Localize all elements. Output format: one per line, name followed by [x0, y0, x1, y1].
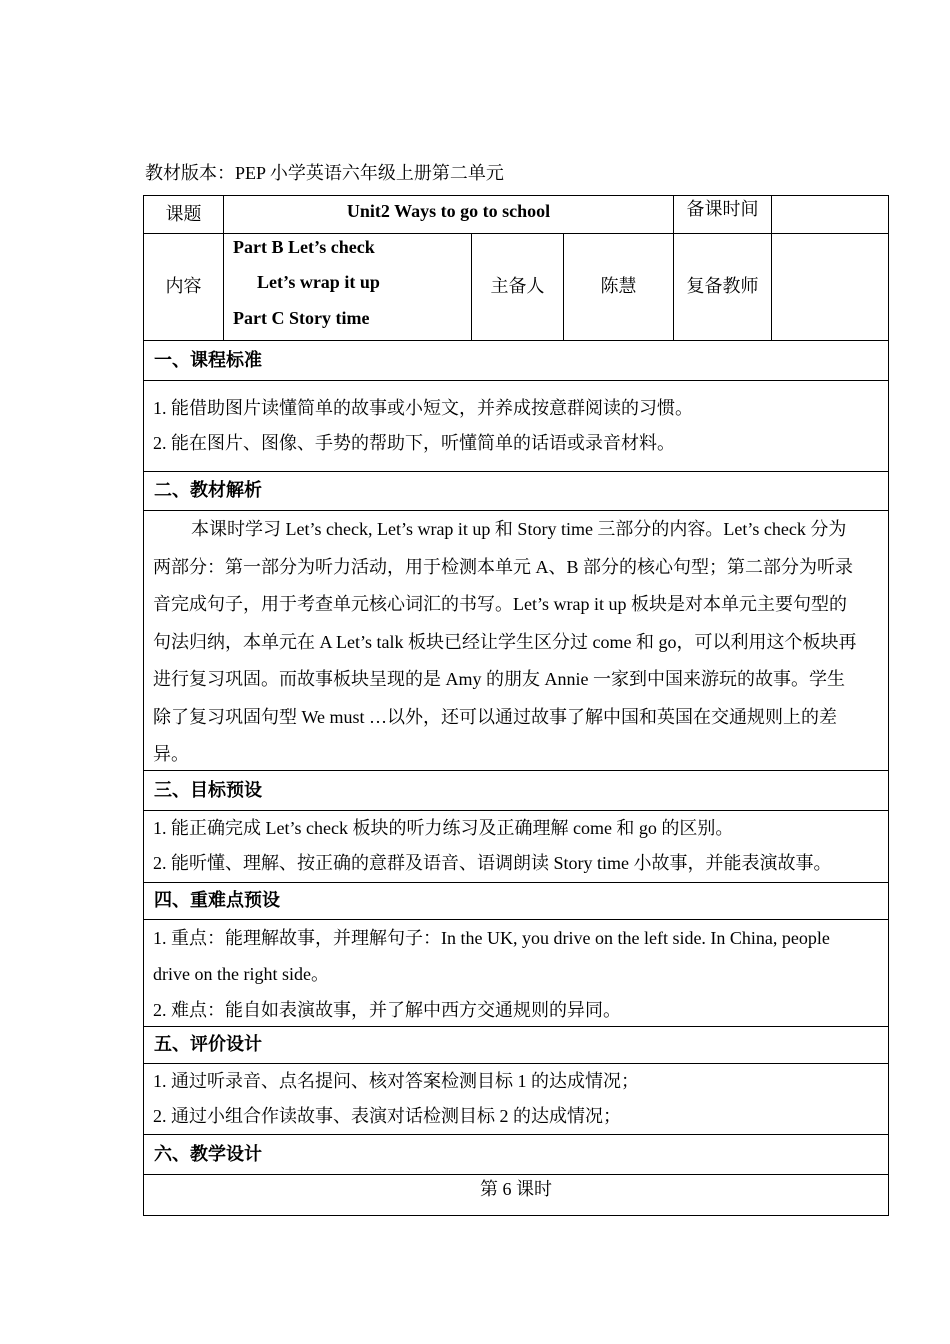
prep-time-label: 备课时间 [673, 195, 772, 234]
section-body [143, 919, 889, 1027]
topic-value: Unit2 Ways to go to school [223, 195, 674, 234]
section-line: 句法归纳，本单元在 A Let’s talk 板块已经让学生区分过 come 和 go，可以利用这个板块再 [153, 631, 857, 652]
section-title: 六、教学设计 [143, 1134, 889, 1175]
section-title: 一、课程标准 [143, 340, 889, 381]
section-line: 1. 能借助图片读懂简单的故事或小短文，并养成按意群阅读的习惯。 [153, 398, 693, 418]
section-line: 两部分：第一部分为听力活动，用于检测本单元 A、B 部分的核心句型；第二部分为听录 [153, 556, 854, 577]
section-line: 2. 难点：能自如表演故事，并了解中西方交通规则的异同。 [153, 1000, 621, 1020]
section-line: 除了复习巩固句型 We must …以外，还可以通过故事了解中国和英国在交通规则上的差 [153, 706, 838, 727]
main-preparer-label: 主备人 [471, 233, 564, 341]
topic-label: 课题 [143, 195, 224, 234]
section-line: drive on the right side。 [153, 964, 329, 984]
section-line: 2. 能听懂、理解、按正确的意群及语音、语调朗读 Story time 小故事，并能表演故事。 [153, 853, 832, 873]
section-body [143, 510, 889, 771]
content-line: Part B Let’s check [233, 237, 375, 257]
content-line: Part C Story time [233, 308, 370, 328]
section-body [143, 1063, 889, 1135]
section-body [143, 810, 889, 883]
section-line: 本课时学习 Let’s check, Let’s wrap it up 和 Story time 三部分的内容。Let’s check 分为 [191, 519, 847, 539]
section-line: 1. 通过听录音、点名提问、核对答案检测目标 1 的达成情况； [153, 1071, 639, 1091]
section-line: 2. 通过小组合作读故事、表演对话检测目标 2 的达成情况； [153, 1106, 621, 1126]
review-teacher-value [771, 233, 889, 341]
section-line: 2. 能在图片、图像、手势的帮助下，听懂简单的话语或录音材料。 [153, 433, 675, 453]
section-line: 1. 重点：能理解故事，并理解句子：In the UK, you drive on the left side. In China, people [153, 928, 830, 948]
section-title: 五、评价设计 [143, 1026, 889, 1064]
review-teacher-label: 复备教师 [673, 233, 772, 341]
edition-line: 教材版本：PEP 小学英语六年级上册第二单元 [145, 163, 504, 183]
lesson-number: 第 6 课时 [143, 1174, 889, 1216]
section-line: 1. 能正确完成 Let’s check 板块的听力练习及正确理解 come 和 go 的区别。 [153, 818, 734, 838]
section-title: 四、重难点预设 [143, 882, 889, 920]
section-title: 二、教材解析 [143, 471, 889, 511]
lesson-plan-table [143, 195, 889, 1216]
main-preparer-value: 陈慧 [563, 233, 674, 341]
section-line: 异。 [153, 744, 189, 764]
content-value [223, 233, 472, 341]
content-line: Let’s wrap it up [257, 272, 380, 292]
content-label: 内容 [143, 233, 224, 341]
section-line: 进行复习巩固。而故事板块呈现的是 Amy 的朋友 Annie 一家到中国来游玩的故事。学生 [153, 669, 845, 689]
section-body [143, 380, 889, 472]
prep-time-value [771, 195, 889, 234]
section-line: 音完成句子，用于考查单元核心词汇的书写。Let’s wrap it up 板块是对本单元主要句型的 [153, 594, 847, 614]
section-title: 三、目标预设 [143, 770, 889, 811]
